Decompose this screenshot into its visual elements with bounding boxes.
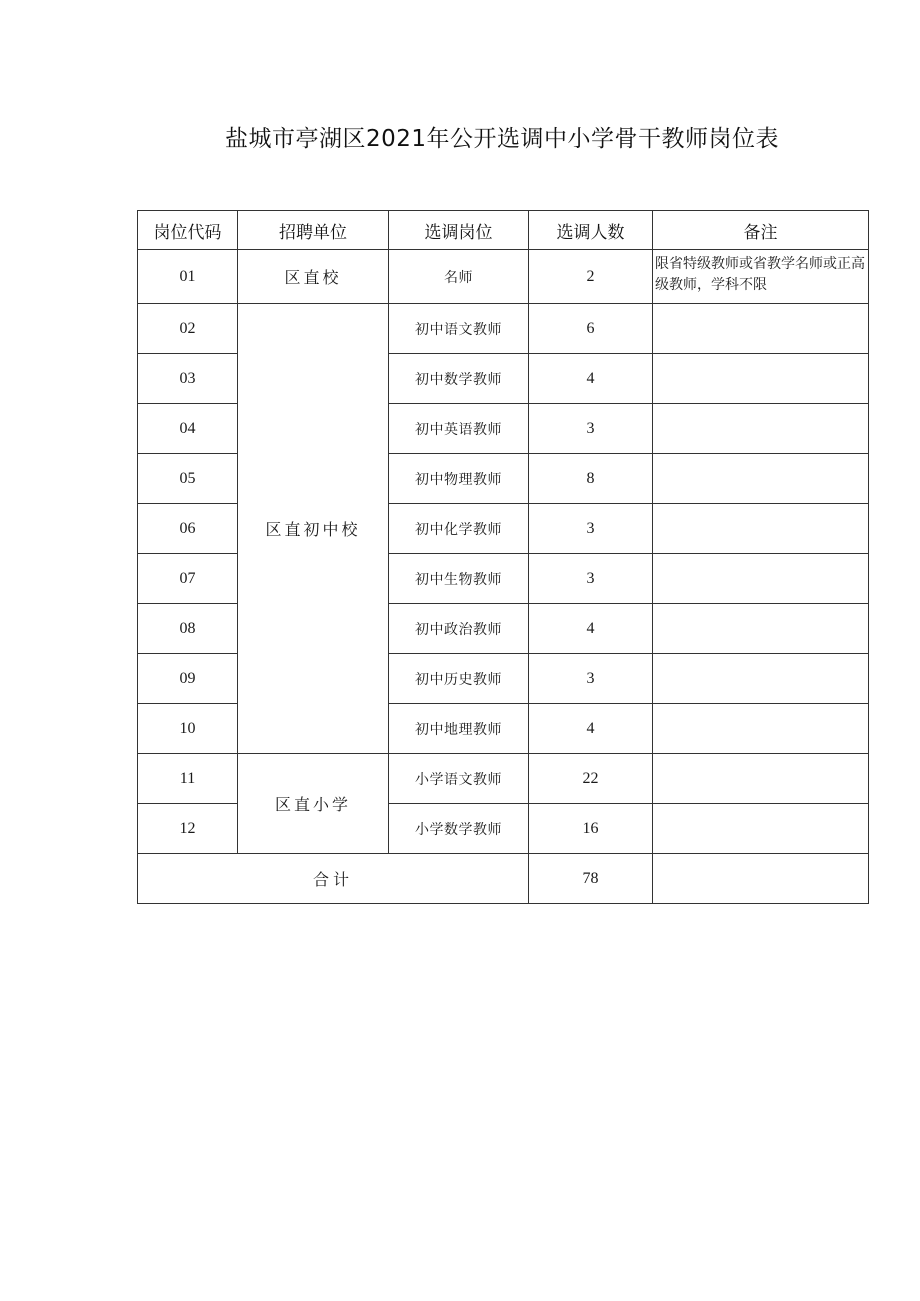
header-count: 选调人数 — [529, 211, 653, 250]
table-row — [138, 304, 869, 354]
cell-post: 初中语文教师 — [389, 304, 529, 354]
cell-remark — [653, 454, 869, 504]
cell-post: 初中地理教师 — [389, 704, 529, 754]
cell-code: 04 — [138, 404, 238, 454]
cell-code: 01 — [138, 250, 238, 304]
positions-table — [137, 210, 869, 904]
cell-unit: 区直小学 — [238, 754, 389, 854]
cell-code: 09 — [138, 654, 238, 704]
cell-post: 初中政治教师 — [389, 604, 529, 654]
cell-remark — [653, 804, 869, 854]
cell-unit: 区直初中校 — [238, 304, 389, 754]
cell-count: 4 — [529, 354, 653, 404]
cell-code: 03 — [138, 354, 238, 404]
total-label: 合计 — [138, 854, 529, 904]
cell-count: 4 — [529, 604, 653, 654]
cell-code: 07 — [138, 554, 238, 604]
cell-count: 3 — [529, 404, 653, 454]
cell-count: 3 — [529, 654, 653, 704]
total-row — [138, 854, 869, 904]
cell-remark — [653, 754, 869, 804]
header-code: 岗位代码 — [138, 211, 238, 250]
cell-remark — [653, 404, 869, 454]
cell-remark — [653, 554, 869, 604]
cell-remark: 限省特级教师或省教学名师或正高级教师，学科不限 — [653, 250, 869, 304]
cell-count: 6 — [529, 304, 653, 354]
cell-count: 22 — [529, 754, 653, 804]
cell-count: 2 — [529, 250, 653, 304]
table-row — [138, 754, 869, 804]
cell-post: 名师 — [389, 250, 529, 304]
cell-count: 16 — [529, 804, 653, 854]
cell-remark — [653, 504, 869, 554]
cell-post: 初中物理教师 — [389, 454, 529, 504]
cell-code: 11 — [138, 754, 238, 804]
total-count: 78 — [529, 854, 653, 904]
cell-remark — [653, 604, 869, 654]
cell-count: 4 — [529, 704, 653, 754]
cell-remark — [653, 354, 869, 404]
cell-count: 8 — [529, 454, 653, 504]
cell-post: 小学数学教师 — [389, 804, 529, 854]
cell-remark — [653, 304, 869, 354]
total-remark — [653, 854, 869, 904]
cell-code: 12 — [138, 804, 238, 854]
cell-post: 初中生物教师 — [389, 554, 529, 604]
cell-code: 05 — [138, 454, 238, 504]
table-row — [138, 250, 869, 304]
header-unit: 招聘单位 — [238, 211, 389, 250]
cell-post: 初中数学教师 — [389, 354, 529, 404]
cell-post: 初中化学教师 — [389, 504, 529, 554]
cell-code: 08 — [138, 604, 238, 654]
cell-remark — [653, 704, 869, 754]
header-remark: 备注 — [653, 211, 869, 250]
cell-unit: 区直校 — [238, 250, 389, 304]
cell-remark — [653, 654, 869, 704]
cell-count: 3 — [529, 554, 653, 604]
cell-post: 初中历史教师 — [389, 654, 529, 704]
cell-post: 初中英语教师 — [389, 404, 529, 454]
cell-code: 02 — [138, 304, 238, 354]
table-header-row — [138, 211, 869, 250]
cell-code: 06 — [138, 504, 238, 554]
cell-post: 小学语文教师 — [389, 754, 529, 804]
cell-code: 10 — [138, 704, 238, 754]
header-post: 选调岗位 — [389, 211, 529, 250]
page-title: 盐城市亭湖区2021年公开选调中小学骨干教师岗位表 — [224, 126, 780, 152]
cell-count: 3 — [529, 504, 653, 554]
